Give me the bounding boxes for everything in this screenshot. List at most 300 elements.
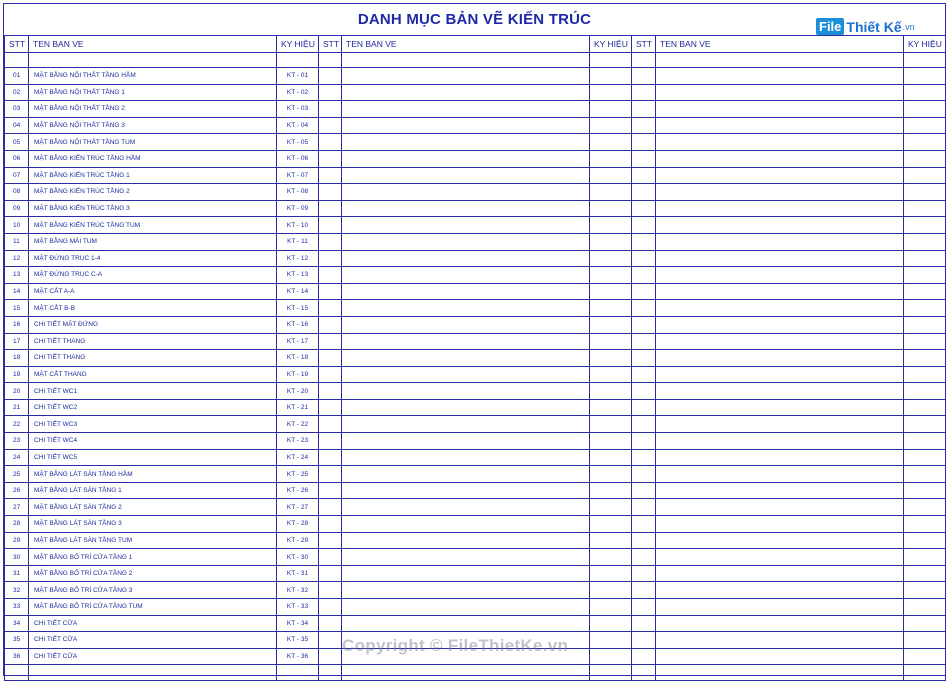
empty-cell [656,632,904,649]
row-stt: 01 [5,68,29,85]
table-row [5,117,946,134]
row-drawing-name: CHI TIẾT THANG [29,350,277,367]
empty-cell [590,482,632,499]
empty-cell [590,101,632,118]
empty-cell [632,499,656,516]
empty-cell [319,350,342,367]
empty-cell [590,184,632,201]
row-drawing-code: KT - 18 [277,350,319,367]
row-drawing-code: KT - 12 [277,250,319,267]
empty-cell [319,565,342,582]
empty-cell [656,582,904,599]
empty-cell [656,53,904,68]
empty-cell [590,466,632,483]
empty-cell [29,665,277,681]
empty-cell [319,482,342,499]
empty-cell [319,167,342,184]
row-drawing-code: KT - 27 [277,499,319,516]
header-name-3: TEN BAN VE [656,36,904,53]
empty-cell [342,150,590,167]
empty-cell [904,300,946,317]
empty-cell [632,200,656,217]
empty-cell [319,416,342,433]
empty-cell [319,316,342,333]
row-drawing-name: MẶT CẮT A-A [29,283,277,300]
row-stt: 30 [5,549,29,566]
row-drawing-name: CHI TIẾT WC5 [29,449,277,466]
empty-cell [904,399,946,416]
empty-cell [656,516,904,533]
empty-cell [319,283,342,300]
empty-cell [656,68,904,85]
empty-cell [342,399,590,416]
empty-cell [656,267,904,284]
empty-cell [632,366,656,383]
empty-cell [656,333,904,350]
row-stt: 25 [5,466,29,483]
empty-cell [632,350,656,367]
empty-cell [904,134,946,151]
empty-cell [656,217,904,234]
empty-cell [319,499,342,516]
empty-cell [277,53,319,68]
row-stt: 36 [5,648,29,665]
row-drawing-code: KT - 13 [277,267,319,284]
table-row [5,399,946,416]
empty-cell [319,532,342,549]
row-stt: 26 [5,482,29,499]
table-row [5,499,946,516]
row-stt: 33 [5,599,29,616]
empty-cell [904,665,946,681]
empty-cell [904,532,946,549]
empty-cell [632,648,656,665]
empty-cell [632,482,656,499]
empty-cell [590,665,632,681]
empty-cell [656,150,904,167]
row-drawing-name: MẶT BẰNG NỘI THẤT TẦNG 3 [29,117,277,134]
row-drawing-code: KT - 31 [277,565,319,582]
empty-cell [319,117,342,134]
empty-cell [590,516,632,533]
row-drawing-code: KT - 02 [277,84,319,101]
empty-cell [590,134,632,151]
empty-cell [5,53,29,68]
empty-cell [904,416,946,433]
empty-cell [904,383,946,400]
row-stt: 04 [5,117,29,134]
empty-cell [904,233,946,250]
empty-cell [632,416,656,433]
row-drawing-code: KT - 35 [277,632,319,649]
row-stt: 21 [5,399,29,416]
empty-cell [904,200,946,217]
header-stt-3: STT [632,36,656,53]
empty-cell [632,184,656,201]
logo-suffix: .vn [902,21,915,32]
row-drawing-code: KT - 11 [277,233,319,250]
empty-cell [590,316,632,333]
row-stt: 15 [5,300,29,317]
row-drawing-name: MẶT BẰNG KIẾN TRÚC TẦNG 3 [29,200,277,217]
empty-cell [632,167,656,184]
table-row [5,283,946,300]
empty-cell [632,101,656,118]
empty-cell [319,648,342,665]
table-row [5,150,946,167]
empty-cell [632,53,656,68]
row-drawing-code: KT - 19 [277,366,319,383]
empty-cell [590,200,632,217]
site-logo [816,18,915,35]
drawing-sheet [3,3,946,676]
empty-cell [904,466,946,483]
row-drawing-name: MẶT ĐỨNG TRỤC C-A [29,267,277,284]
table-row [5,200,946,217]
empty-cell [342,665,590,681]
row-drawing-name: MẶT BẰNG KIẾN TRÚC TẦNG 2 [29,184,277,201]
table-row [5,599,946,616]
empty-cell [656,167,904,184]
empty-cell [342,516,590,533]
empty-cell [656,383,904,400]
empty-cell [319,250,342,267]
empty-cell [319,582,342,599]
row-drawing-code: KT - 16 [277,316,319,333]
row-drawing-name: MẶT ĐỨNG TRỤC 1-4 [29,250,277,267]
empty-cell [342,466,590,483]
empty-cell [319,433,342,450]
empty-cell [342,53,590,68]
row-drawing-name: MẶT BẰNG MÁI TUM [29,233,277,250]
empty-cell [590,499,632,516]
row-drawing-name: MẶT BẰNG BỐ TRÍ CỬA TẦNG 2 [29,565,277,582]
empty-cell [904,433,946,450]
empty-cell [342,167,590,184]
row-drawing-name: MẶT CẮT B-B [29,300,277,317]
table-row [5,482,946,499]
empty-cell [342,366,590,383]
row-drawing-code: KT - 33 [277,599,319,616]
empty-cell [904,565,946,582]
header-code: KY HIỆU [277,36,319,53]
empty-cell [342,433,590,450]
empty-cell [342,499,590,516]
table-row [5,233,946,250]
row-stt: 31 [5,565,29,582]
row-drawing-name: MẶT BẰNG NỘI THẤT TẦNG HẦM [29,68,277,85]
empty-cell [632,117,656,134]
empty-cell [656,101,904,118]
empty-cell [904,449,946,466]
row-drawing-code: KT - 17 [277,333,319,350]
empty-cell [656,250,904,267]
table-row [5,333,946,350]
empty-cell [632,217,656,234]
empty-cell [904,549,946,566]
row-drawing-name: MẶT BẰNG LÁT SÀN TẦNG 1 [29,482,277,499]
empty-cell [590,632,632,649]
empty-cell [904,599,946,616]
empty-cell [319,516,342,533]
empty-row [5,665,946,681]
empty-cell [904,615,946,632]
row-drawing-code: KT - 26 [277,482,319,499]
empty-cell [590,68,632,85]
table-row [5,516,946,533]
empty-cell [319,101,342,118]
empty-cell [342,482,590,499]
empty-cell [319,267,342,284]
empty-cell [342,599,590,616]
empty-cell [319,333,342,350]
empty-cell [342,300,590,317]
table-row [5,549,946,566]
empty-cell [590,283,632,300]
empty-cell [656,366,904,383]
empty-cell [632,399,656,416]
row-drawing-code: KT - 30 [277,549,319,566]
row-stt: 35 [5,632,29,649]
empty-cell [656,316,904,333]
empty-cell [656,665,904,681]
empty-cell [319,184,342,201]
empty-cell [277,665,319,681]
empty-cell [590,549,632,566]
row-drawing-code: KT - 20 [277,383,319,400]
empty-cell [342,350,590,367]
row-drawing-name: MẶT BẰNG BỐ TRÍ CỬA TẦNG 3 [29,582,277,599]
row-stt: 32 [5,582,29,599]
row-drawing-name: CHI TIẾT WC1 [29,383,277,400]
empty-cell [632,582,656,599]
empty-cell [342,184,590,201]
table-row [5,416,946,433]
row-drawing-code: KT - 03 [277,101,319,118]
empty-cell [319,134,342,151]
row-drawing-name: MẶT BẰNG LÁT SÀN TẦNG 2 [29,499,277,516]
table-row [5,350,946,367]
row-stt: 27 [5,499,29,516]
empty-cell [632,300,656,317]
empty-cell [342,333,590,350]
empty-cell [904,84,946,101]
row-drawing-code: KT - 21 [277,399,319,416]
empty-cell [904,582,946,599]
header-name: TEN BAN VE [29,36,277,53]
row-drawing-code: KT - 23 [277,433,319,450]
row-drawing-code: KT - 04 [277,117,319,134]
empty-cell [904,184,946,201]
empty-cell [632,565,656,582]
empty-cell [656,449,904,466]
row-drawing-name: MẶT BẰNG KIẾN TRÚC TẦNG HẦM [29,150,277,167]
row-drawing-name: CHI TIẾT MẶT ĐỨNG [29,316,277,333]
empty-cell [319,200,342,217]
spacer-row [5,53,946,68]
row-drawing-name: MẶT BẰNG LÁT SÀN TẦNG TUM [29,532,277,549]
empty-cell [590,233,632,250]
empty-cell [342,549,590,566]
empty-cell [656,499,904,516]
empty-cell [590,150,632,167]
empty-cell [632,466,656,483]
row-stt: 24 [5,449,29,466]
empty-cell [904,366,946,383]
empty-cell [590,383,632,400]
empty-cell [319,632,342,649]
empty-cell [656,532,904,549]
row-stt: 06 [5,150,29,167]
row-stt: 28 [5,516,29,533]
empty-cell [656,350,904,367]
row-drawing-name: MẶT BẰNG NỘI THẤT TẦNG 2 [29,101,277,118]
empty-cell [342,449,590,466]
empty-cell [904,217,946,234]
row-stt: 23 [5,433,29,450]
row-drawing-name: MẶT BẰNG KIẾN TRÚC TẦNG 1 [29,167,277,184]
empty-cell [904,68,946,85]
row-drawing-name: CHI TIẾT CỬA [29,615,277,632]
row-drawing-name: MẶT BẰNG KIẾN TRÚC TẦNG TUM [29,217,277,234]
row-drawing-code: KT - 25 [277,466,319,483]
empty-cell [632,316,656,333]
copyright-watermark: Copyright © FileThietKe.vn [342,636,569,655]
empty-cell [342,416,590,433]
empty-cell [632,250,656,267]
row-stt: 16 [5,316,29,333]
row-drawing-name: CHI TIẾT WC3 [29,416,277,433]
header-stt-2: STT [319,36,342,53]
empty-cell [656,648,904,665]
empty-cell [319,300,342,317]
empty-cell [590,84,632,101]
logo-box: File [816,18,844,35]
empty-cell [342,117,590,134]
row-drawing-code: KT - 34 [277,615,319,632]
sheet-title: DANH MỤC BẢN VẼ KIẾN TRÚC [357,11,592,28]
empty-cell [656,200,904,217]
row-drawing-name: MẶT BẰNG BỐ TRÍ CỬA TẦNG TUM [29,599,277,616]
empty-cell [632,449,656,466]
table-row [5,84,946,101]
row-drawing-name: CHI TIẾT CỬA [29,648,277,665]
row-drawing-code: KT - 10 [277,217,319,234]
empty-cell [904,53,946,68]
table-row [5,532,946,549]
empty-cell [319,53,342,68]
row-stt: 05 [5,134,29,151]
row-stt: 17 [5,333,29,350]
row-drawing-name: CHI TIẾT WC2 [29,399,277,416]
empty-cell [656,615,904,632]
empty-cell [904,632,946,649]
empty-cell [656,84,904,101]
empty-cell [319,549,342,566]
empty-cell [632,134,656,151]
empty-cell [632,267,656,284]
row-drawing-name: CHI TIẾT CỬA [29,632,277,649]
empty-cell [590,267,632,284]
drawing-list-table [4,35,946,681]
empty-cell [656,117,904,134]
table-row [5,565,946,582]
empty-cell [342,233,590,250]
row-drawing-code: KT - 06 [277,150,319,167]
row-stt: 20 [5,383,29,400]
empty-cell [632,433,656,450]
table-row [5,615,946,632]
row-drawing-code: KT - 28 [277,516,319,533]
row-drawing-code: KT - 07 [277,167,319,184]
empty-cell [342,582,590,599]
empty-cell [656,482,904,499]
empty-cell [632,150,656,167]
table-row [5,134,946,151]
empty-cell [342,532,590,549]
row-drawing-code: KT - 24 [277,449,319,466]
row-drawing-code: KT - 32 [277,582,319,599]
empty-cell [590,167,632,184]
empty-cell [342,267,590,284]
empty-cell [342,250,590,267]
empty-cell [904,250,946,267]
empty-cell [590,399,632,416]
empty-cell [590,117,632,134]
empty-cell [656,134,904,151]
row-drawing-name: MẶT BẰNG NỘI THẤT TẦNG 1 [29,84,277,101]
header-stt: STT [5,36,29,53]
table-row [5,449,946,466]
row-drawing-code: KT - 29 [277,532,319,549]
empty-cell [904,499,946,516]
row-stt: 29 [5,532,29,549]
empty-cell [590,333,632,350]
empty-cell [904,101,946,118]
empty-cell [904,482,946,499]
empty-cell [904,316,946,333]
row-drawing-code: KT - 01 [277,68,319,85]
empty-cell [342,283,590,300]
empty-cell [904,283,946,300]
row-drawing-name: MẶT BẰNG NỘI THẤT TẦNG TUM [29,134,277,151]
table-row [5,217,946,234]
empty-cell [632,516,656,533]
table-row [5,300,946,317]
empty-cell [342,200,590,217]
empty-cell [656,184,904,201]
empty-cell [590,433,632,450]
row-drawing-name: MẶT CẮT THANG [29,366,277,383]
empty-cell [590,582,632,599]
empty-cell [319,466,342,483]
row-drawing-code: KT - 36 [277,648,319,665]
empty-cell [319,366,342,383]
empty-cell [656,416,904,433]
row-stt: 22 [5,416,29,433]
empty-cell [29,53,277,68]
empty-cell [590,250,632,267]
row-stt: 08 [5,184,29,201]
row-stt: 02 [5,84,29,101]
row-drawing-code: KT - 09 [277,200,319,217]
empty-cell [342,316,590,333]
row-drawing-code: KT - 05 [277,134,319,151]
empty-cell [656,399,904,416]
empty-cell [632,84,656,101]
empty-cell [319,150,342,167]
empty-cell [342,565,590,582]
